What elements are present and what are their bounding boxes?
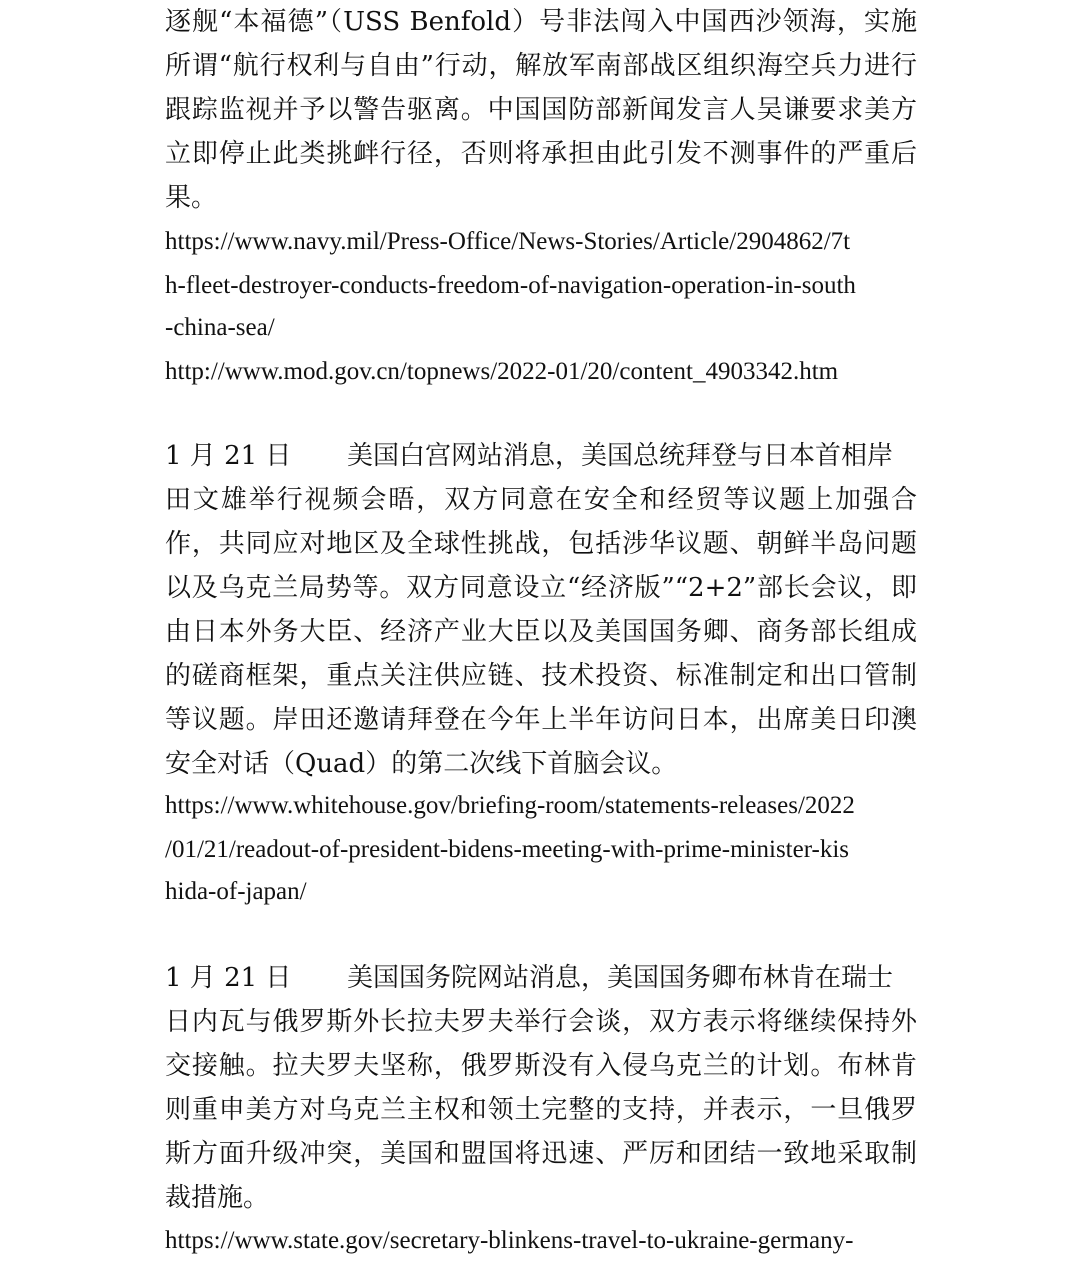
- source-link[interactable]: http://www.mod.gov.cn/topnews/2022-01/20/content_4903342.htm: [165, 358, 839, 385]
- paragraph-line: 由日本外务大臣、经济产业大臣以及美国国务卿、商务部长组成: [165, 617, 917, 647]
- source-link[interactable]: https://www.navy.mil/Press-Office/News-Stories/Article/2904862/7t: [165, 228, 851, 255]
- source-link[interactable]: /01/21/readout-of-president-bidens-meeting-with-prime-minister-kis: [165, 836, 850, 863]
- entry-date: 1 月 21 日: [165, 441, 292, 471]
- paragraph-line: 作，共同应对地区及全球性挑战，包括涉华议题、朝鲜半岛问题: [165, 529, 917, 559]
- source-link[interactable]: -china-sea/: [165, 314, 275, 341]
- paragraph-line: 所谓“航行权利与自由”行动，解放军南部战区组织海空兵力进行: [165, 51, 917, 81]
- paragraph-line: 逐舰“本福德”（USS Benfold）号非法闯入中国西沙领海，实施: [165, 7, 917, 37]
- paragraph-line: 田文雄举行视频会晤，双方同意在安全和经贸等议题上加强合: [165, 485, 917, 515]
- paragraph-first-line: [165, 956, 917, 1000]
- paragraph-text: 美国白宫网站消息，美国总统拜登与日本首相岸: [347, 441, 894, 471]
- source-link[interactable]: h-fleet-destroyer-conducts-freedom-of-navigation-operation-in-south: [165, 272, 856, 299]
- paragraph-line: 果。: [165, 183, 218, 213]
- paragraph-line: 裁措施。: [165, 1183, 270, 1213]
- paragraph-line: 斯方面升级冲突，美国和盟国将迅速、严厉和团结一致地采取制: [165, 1139, 917, 1169]
- paragraph-line: 等议题。岸田还邀请拜登在今年上半年访问日本，出席美日印澳: [165, 705, 917, 735]
- paragraph-line: 交接触。拉夫罗夫坚称，俄罗斯没有入侵乌克兰的计划。布林肯: [165, 1051, 917, 1081]
- paragraph-line: 的磋商框架，重点关注供应链、技术投资、标准制定和出口管制: [165, 661, 917, 691]
- paragraph-line: 安全对话（Quad）的第二次线下首脑会议。: [165, 749, 678, 779]
- paragraph-line: 日内瓦与俄罗斯外长拉夫罗夫举行会谈，双方表示将继续保持外: [165, 1007, 917, 1037]
- paragraph-line: 以及乌克兰局势等。双方同意设立“经济版”“2+2”部长会议，即: [165, 573, 917, 603]
- paragraph-line: 立即停止此类挑衅行径，否则将承担由此引发不测事件的严重后: [165, 139, 917, 169]
- source-link[interactable]: https://www.whitehouse.gov/briefing-room/statements-releases/2022: [165, 792, 855, 819]
- source-link[interactable]: https://www.state.gov/secretary-blinkens-travel-to-ukraine-germany-: [165, 1227, 854, 1254]
- entry-date: 1 月 21 日: [165, 963, 292, 993]
- paragraph-text: 美国国务院网站消息，美国国务卿布林肯在瑞士: [347, 963, 894, 993]
- paragraph-line: 则重申美方对乌克兰主权和领土完整的支持，并表示，一旦俄罗: [165, 1095, 917, 1125]
- source-link[interactable]: hida-of-japan/: [165, 878, 307, 905]
- paragraph-first-line: [165, 434, 917, 478]
- paragraph-line: 跟踪监视并予以警告驱离。中国国防部新闻发言人吴谦要求美方: [165, 95, 917, 125]
